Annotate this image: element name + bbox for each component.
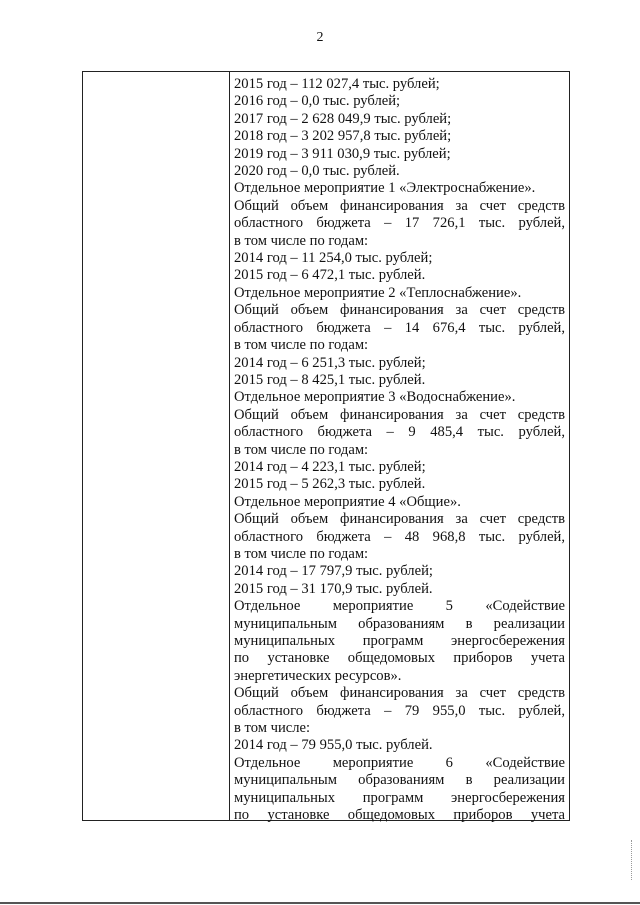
text-line: муниципальным образованиям в реализации	[234, 772, 565, 789]
scan-bottom-edge	[0, 902, 640, 904]
text-line: 2014 год – 6 251,3 тыс. рублей;	[234, 354, 426, 371]
text-line: в том числе по годам:	[234, 232, 369, 249]
text-line: по установке общедомовых приборов учета	[234, 650, 565, 667]
page-number: 2	[316, 30, 324, 45]
text-line: 2015 год – 5 262,3 тыс. рублей.	[234, 476, 426, 493]
text-line: Общий объем финансирования за счет средств	[234, 511, 565, 528]
scan-edge-specks	[631, 840, 634, 880]
text-line: в том числе:	[234, 720, 311, 737]
text-line: в том числе по годам:	[234, 441, 369, 458]
text-line: муниципальных программ энергосбережения	[234, 789, 565, 806]
text-line: по установке общедомовых приборов учета	[234, 807, 565, 824]
text-line: областного бюджета – 14 676,4 тыс. рублей,	[234, 319, 565, 336]
text-line: областного бюджета – 9 485,4 тыс. рублей,	[234, 424, 565, 441]
text-line: 2016 год – 0,0 тыс. рублей;	[234, 93, 401, 110]
text-line: муниципальным образованиям в реализации	[234, 615, 565, 632]
column-divider	[229, 72, 230, 820]
text-line: Общий объем финансирования за счет средств	[234, 685, 565, 702]
text-line: 2014 год – 4 223,1 тыс. рублей;	[234, 458, 426, 475]
table-left-cell-empty	[83, 72, 229, 820]
text-line: 2014 год – 17 797,9 тыс. рублей;	[234, 563, 433, 580]
text-line: 2014 год – 11 254,0 тыс. рублей;	[234, 250, 433, 267]
text-line: Отдельное мероприятие 4 «Общие».	[234, 493, 461, 510]
text-line: 2015 год – 112 027,4 тыс. рублей;	[234, 76, 440, 92]
text-line: муниципальных программ энергосбережения	[234, 633, 565, 649]
text-line: Отдельное мероприятие 3 «Водоснабжение».	[234, 389, 516, 406]
text-line: 2020 год – 0,0 тыс. рублей.	[234, 163, 400, 180]
text-line: 2015 год – 6 472,1 тыс. рублей.	[234, 267, 426, 284]
text-line: в том числе по годам:	[234, 337, 369, 354]
table-right-cell	[234, 76, 565, 824]
text-line: 2014 год – 79 955,0 тыс. рублей.	[234, 737, 433, 754]
text-line: Отдельное мероприятие 2 «Теплоснабжение».	[234, 284, 522, 301]
text-line: 2015 год – 8 425,1 тыс. рублей.	[234, 371, 426, 388]
text-line: Общий объем финансирования за счет средств	[234, 302, 565, 319]
text-line: 2018 год – 3 202 957,8 тыс. рублей;	[234, 128, 452, 145]
text-line: областного бюджета – 79 955,0 тыс. рублей,	[234, 702, 565, 719]
text-line: 2017 год – 2 628 049,9 тыс. рублей;	[234, 110, 452, 127]
text-line: областного бюджета – 48 968,8 тыс. рублей,	[234, 528, 565, 545]
text-line: Общий объем финансирования за счет средств	[234, 406, 565, 423]
text-line: энергетических ресурсов».	[234, 667, 402, 684]
text-line: в том числе по годам:	[234, 545, 369, 562]
text-line: 2019 год – 3 911 030,9 тыс. рублей;	[234, 145, 451, 162]
text-line: областного бюджета – 17 726,1 тыс. рублей,	[234, 215, 565, 232]
text-line: Отдельное мероприятие 5 «Содействие	[234, 598, 565, 615]
financing-table	[82, 71, 570, 824]
text-line: Общий объем финансирования за счет средств	[234, 197, 565, 214]
text-line: Отдельное мероприятие 1 «Электроснабжение».	[234, 180, 536, 197]
text-line: Отдельное мероприятие 6 «Содействие	[234, 754, 565, 771]
text-line: 2015 год – 31 170,9 тыс. рублей.	[234, 580, 433, 597]
